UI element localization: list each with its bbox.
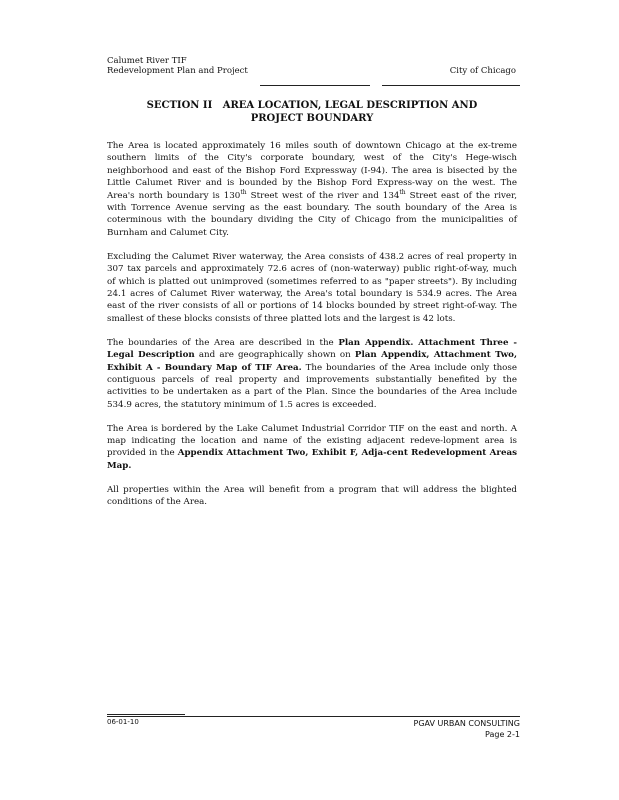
running-header-left: [107, 56, 248, 76]
p3-bold-legal-description: Plan Appendix. Attachment Three - Legal Description: [107, 337, 517, 361]
p3-bold-boundary-map: Plan Appendix, Attachment Two, Exhibit A - Boundary Map of TIF Area.: [107, 350, 517, 373]
header-document-name: Redevelopment Plan and Project: [107, 66, 248, 76]
section-title: [107, 100, 517, 125]
footer-rule: [107, 716, 520, 717]
section-title-line-1: SECTION II AREA LOCATION, LEGAL DESCRIPTION AND: [146, 100, 478, 111]
p4-bold-adjacent-map: Appendix Attachment Two, Exhibit F, Adja-cent Redevelopment Areas Map.: [107, 448, 518, 471]
header-project-name: Calumet River TIF: [107, 56, 187, 66]
header-rule-left: [260, 85, 370, 86]
paragraph-acreage: Excluding the Calumet River waterway, the Area consists of 438.2 acres of real property in 307 tax parcels and approximately 72.6 acres of (non-waterway) public right-of-way, much of which is platted out unimproved (sometimes referred to as "paper streets"). By including 24.1 acres of Calumet River waterway, the Area's total boundary is 534.9 acres. The Area east of the river consists of all or portions of 14 blocks bounded by street right-of-way. The smallest of these blocks consists of three platted lots and the largest is 42 lots.: [107, 251, 517, 324]
p1-text-c: Street east of the river, with Torrence Avenue serving as the east boundary. The south boundary of the Area is coterminous with the boundary dividing the City of Chicago from the municipalities of Burnham and Calumet City.: [107, 190, 517, 238]
footer-page-number: Page 2-1: [485, 730, 520, 739]
paragraph-location: [107, 140, 517, 239]
footer-right: [360, 718, 520, 740]
body-text: [107, 140, 517, 520]
paragraph-adjacent-tif: [107, 423, 517, 473]
p1-sup-1: th: [240, 188, 247, 196]
header-city-name: City of Chicago: [449, 66, 516, 76]
paragraph-benefit: All properties within the Area will benefit from a program that will address the blighted conditions of the Area.: [107, 484, 517, 508]
footer-firm-name: PGAV URBAN CONSULTING: [413, 719, 520, 728]
footer-date: 06-01-10: [107, 718, 139, 726]
footer-rule-short: [107, 714, 185, 715]
p1-text-b: Street west of the river and 134: [246, 190, 400, 201]
p1-sup-2: th: [399, 188, 406, 196]
section-title-line-2: PROJECT BOUNDARY: [250, 112, 374, 124]
header-rule-right: [382, 85, 520, 86]
p3-text-c: and are geographically shown on: [194, 350, 355, 361]
p1-text-a: The Area is located approximately 16 miles south of downtown Chicago at the ex-treme southern limits of the City's corporate boundary, west of the City's Hege-wisch neighborhood and east of the Bishop Ford Expressway (I-94). The area is bisected by the Little Calumet River and is bounded by the Bishop Ford Express-way on the west. The Area's north boundary is 130: [107, 141, 517, 201]
paragraph-boundaries: [107, 337, 517, 411]
p3-text-d: The boundaries of the Area include only those contiguous parcels of real property and improvements substantially benefited by the activities to be undertaken as a part of the Plan. Since the boundaries of the Area include 534.9 acres, the statutory minimum of 1.5 acres is exceeded.: [107, 362, 518, 410]
p4-text-a: The Area is bordered by the Lake Calumet Industrial Corridor TIF on the east and north. A map indicating the location and name of the existing adjacent redeve-lopment area is provided in the: [107, 423, 517, 459]
p3-text-a: The boundaries of the Area are described in the: [107, 337, 339, 348]
